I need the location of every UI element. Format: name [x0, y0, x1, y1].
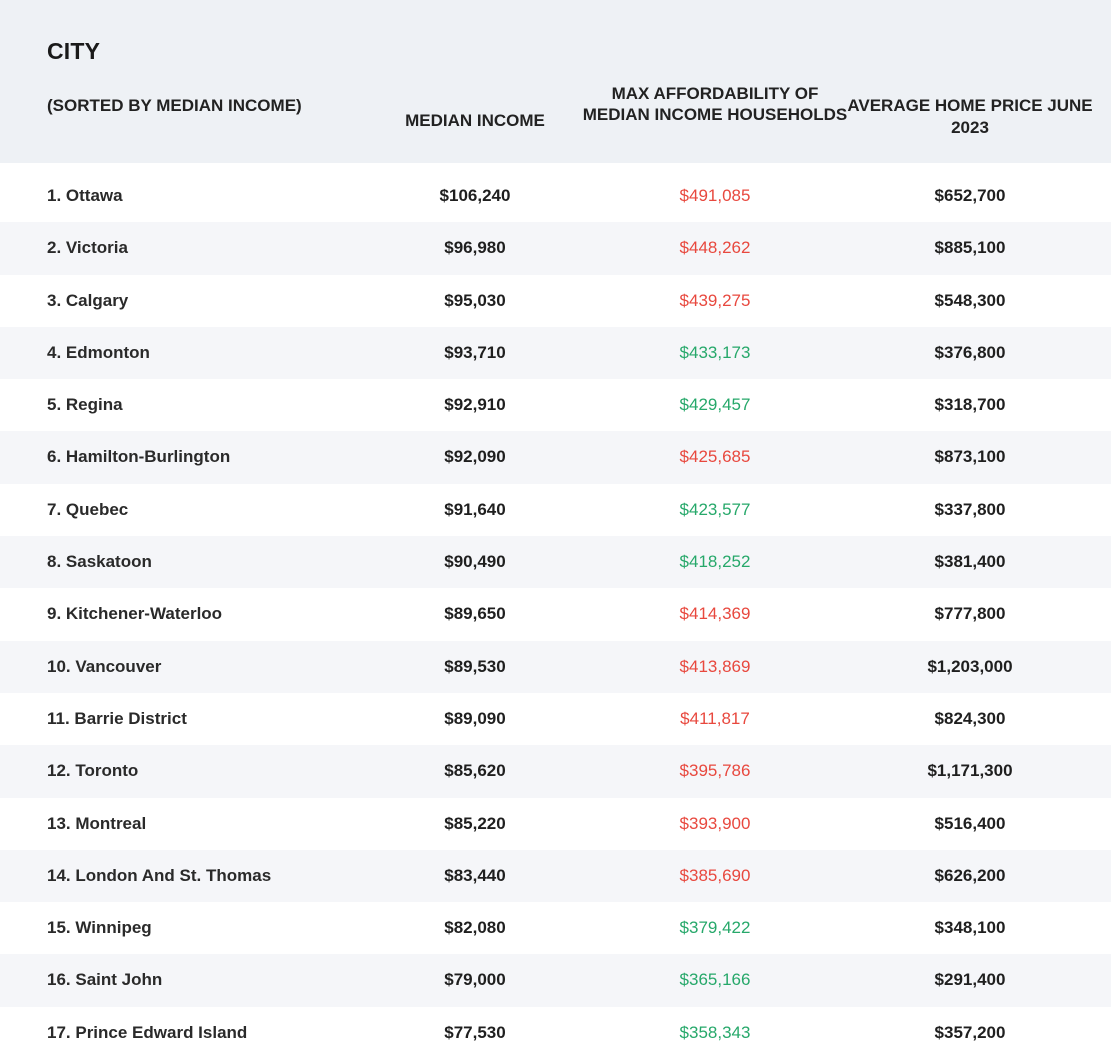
table-row: [0, 693, 1111, 745]
average-home-price-cell: $381,400: [934, 552, 1006, 572]
max-affordability-cell: $385,690: [679, 865, 751, 885]
max-affordability-cell: $429,457: [679, 395, 751, 415]
city-cell: 10. Vancouver: [47, 656, 162, 676]
median-income-cell: $85,220: [444, 813, 506, 833]
max-affordability-cell: $365,166: [679, 970, 751, 990]
city-cell: 11. Barrie District: [47, 708, 187, 728]
table-row: [0, 222, 1111, 274]
median-income-cell: $85,620: [444, 761, 506, 781]
max-affordability-cell: $423,577: [679, 499, 751, 519]
table-row: [0, 954, 1111, 1006]
average-home-price-cell: $337,800: [934, 499, 1006, 519]
city-cell: 8. Saskatoon: [47, 552, 152, 572]
max-affordability-cell: $433,173: [679, 342, 751, 362]
max-affordability-cell: $439,275: [679, 290, 751, 310]
table-row: [0, 431, 1111, 483]
median-income-cell: $95,030: [444, 290, 506, 310]
max-affordability-cell: $413,869: [679, 656, 751, 676]
average-home-price-cell: $885,100: [934, 238, 1006, 258]
max-affordability-cell: $418,252: [679, 552, 751, 572]
table-row: [0, 588, 1111, 640]
table-header: [0, 0, 1111, 163]
max-affordability-cell: $448,262: [679, 238, 751, 258]
city-cell: 13. Montreal: [47, 813, 147, 833]
median-income-cell: $91,640: [444, 499, 506, 519]
median-income-cell: $106,240: [439, 186, 511, 205]
max-affordability-cell: $411,817: [680, 708, 750, 728]
max-affordability-cell: $393,900: [679, 813, 751, 833]
city-cell: 3. Calgary: [47, 290, 129, 310]
city-cell: 4. Edmonton: [47, 342, 150, 362]
average-home-price-cell: $318,700: [934, 395, 1006, 415]
city-column-subtitle: (SORTED BY MEDIAN INCOME): [47, 96, 302, 115]
table-row: [0, 641, 1111, 693]
median-income-cell: $89,650: [444, 604, 506, 624]
average-home-price-cell: $873,100: [934, 447, 1006, 467]
median-income-header: MEDIAN INCOME: [405, 111, 545, 130]
average-home-price-cell: $548,300: [934, 290, 1006, 310]
city-cell: 1. Ottawa: [47, 186, 123, 205]
table-body: [0, 170, 1111, 1059]
max-affordability-cell: $379,422: [679, 918, 751, 938]
city-cell: 6. Hamilton-Burlington: [47, 447, 231, 467]
median-income-cell: $93,710: [444, 342, 506, 362]
average-home-price-cell: $348,100: [934, 918, 1006, 938]
average-home-price-cell: $652,700: [934, 186, 1006, 205]
median-income-cell: $92,090: [444, 447, 506, 467]
median-income-cell: $89,090: [444, 708, 506, 728]
table-row: [0, 850, 1111, 902]
max-affordability-header: MAX AFFORDABILITY OF MEDIAN INCOME HOUSEHOLDS: [582, 84, 848, 124]
median-income-cell: $92,910: [444, 395, 506, 415]
average-home-price-cell: $516,400: [934, 813, 1006, 833]
average-home-price-cell: $1,203,000: [927, 656, 1013, 676]
average-home-price-header: AVERAGE HOME PRICE JUNE 2023: [847, 96, 1093, 137]
max-affordability-cell: $395,786: [679, 761, 751, 781]
table-row: [0, 275, 1111, 327]
max-affordability-cell: $358,343: [679, 1022, 751, 1042]
city-cell: 7. Quebec: [47, 499, 129, 519]
table-row: [0, 798, 1111, 850]
median-income-cell: $79,000: [444, 970, 506, 990]
median-income-cell: $90,490: [444, 552, 506, 572]
average-home-price-cell: $824,300: [934, 708, 1006, 728]
max-affordability-cell: $425,685: [679, 447, 751, 467]
average-home-price-cell: $291,400: [934, 970, 1006, 990]
average-home-price-cell: $357,200: [934, 1022, 1006, 1042]
city-column-title: CITY: [47, 38, 101, 64]
median-income-cell: $96,980: [444, 238, 506, 258]
table-row: [0, 902, 1111, 954]
table-row: [0, 327, 1111, 379]
median-income-cell: $89,530: [444, 656, 506, 676]
average-home-price-cell: $626,200: [934, 865, 1006, 885]
median-income-cell: $82,080: [444, 918, 506, 938]
city-cell: 2. Victoria: [47, 238, 128, 258]
average-home-price-cell: $1,171,300: [927, 761, 1013, 781]
table-row: [0, 379, 1111, 431]
table-row: [0, 536, 1111, 588]
average-home-price-cell: $777,800: [934, 604, 1006, 624]
city-cell: 12. Toronto: [47, 761, 139, 781]
median-income-cell: $83,440: [444, 865, 506, 885]
average-home-price-cell: $376,800: [934, 342, 1006, 362]
city-cell: 9. Kitchener-Waterloo: [47, 604, 223, 624]
table-row: [0, 1007, 1111, 1059]
max-affordability-cell: $414,369: [679, 604, 751, 624]
city-cell: 14. London And St. Thomas: [47, 865, 272, 885]
city-cell: 16. Saint John: [47, 970, 163, 990]
city-cell: 15. Winnipeg: [47, 918, 152, 938]
table-row: [0, 745, 1111, 797]
max-affordability-cell: $491,085: [679, 186, 751, 205]
table-row: [0, 170, 1111, 222]
city-cell: 5. Regina: [47, 395, 123, 415]
median-income-cell: $77,530: [444, 1022, 506, 1042]
table-row: [0, 484, 1111, 536]
city-cell: 17. Prince Edward Island: [47, 1022, 248, 1042]
